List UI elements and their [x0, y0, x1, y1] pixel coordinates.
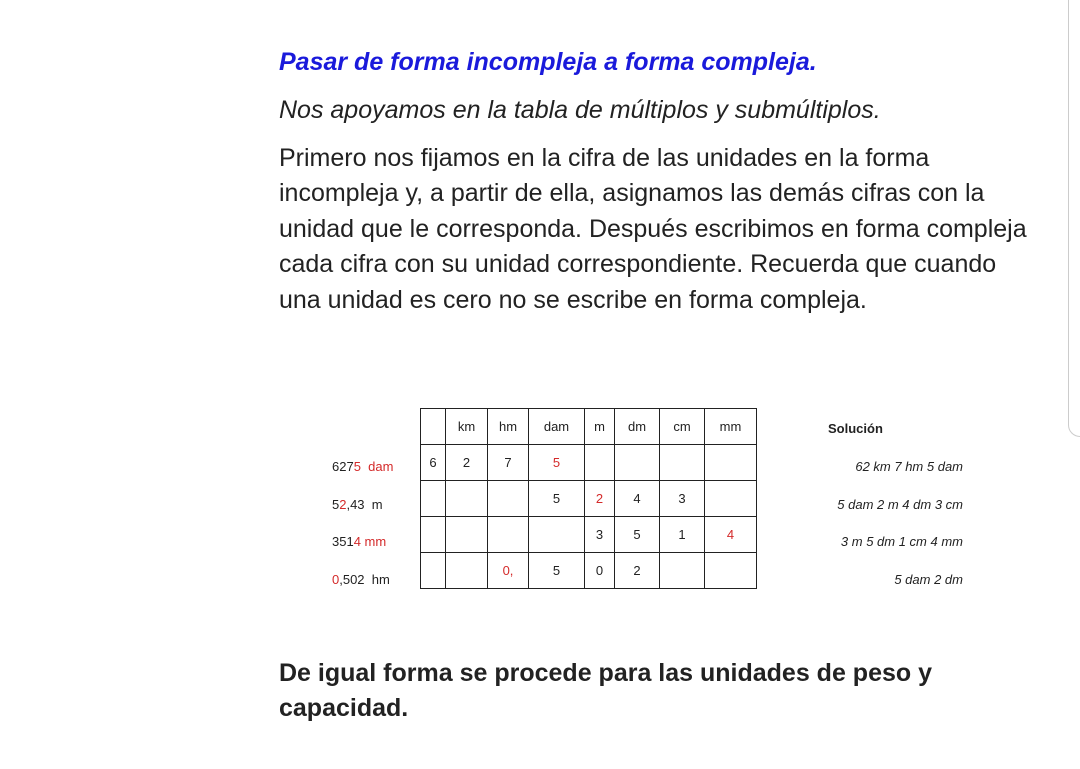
table-cell	[446, 553, 488, 589]
table-cell	[446, 517, 488, 553]
table-cell	[615, 445, 660, 481]
table-cell	[705, 553, 757, 589]
label-part: 2	[339, 497, 347, 512]
solution-item: 3 m 5 dm 1 cm 4 mm	[840, 534, 963, 549]
table-cell: 2	[585, 481, 615, 517]
table-cell: 2	[615, 553, 660, 589]
table-row	[421, 517, 757, 553]
page-edge-divider	[1068, 0, 1080, 437]
table-cell: cm	[660, 409, 705, 445]
table-cell	[529, 517, 585, 553]
table-cell: 4	[615, 481, 660, 517]
table-cell: 5	[529, 445, 585, 481]
table-cell: hm	[488, 409, 529, 445]
label-part: 5	[332, 497, 340, 512]
table-cell	[660, 553, 705, 589]
label-part: ,43 m	[346, 497, 383, 512]
table-cell	[585, 445, 615, 481]
table-cell: 0,	[488, 553, 529, 589]
footer-note: De igual forma se procede para las unidades de peso y capacidad.	[279, 659, 933, 722]
label-part: 5 dam	[353, 459, 394, 474]
table-cell: 5	[615, 517, 660, 553]
label-part: 351	[332, 534, 354, 549]
label-part: 4 mm	[353, 534, 387, 549]
label-part: 627	[332, 459, 354, 474]
table-cell	[421, 553, 446, 589]
table-cell: 5	[529, 553, 585, 589]
table-cell: dm	[615, 409, 660, 445]
table-cell: 2	[446, 445, 488, 481]
table-cell	[421, 409, 446, 445]
table-cell: 1	[660, 517, 705, 553]
table-cell: 3	[585, 517, 615, 553]
table-cell: 0	[585, 553, 615, 589]
table-cell: 4	[705, 517, 757, 553]
table-cell	[446, 481, 488, 517]
table-header-row	[421, 409, 757, 445]
label-part: ,502 hm	[339, 572, 390, 587]
measure-label	[332, 497, 383, 512]
table-cell: dam	[529, 409, 585, 445]
table-row	[421, 553, 757, 589]
table-cell: 5	[529, 481, 585, 517]
section-title: Pasar de forma incompleja a forma compleja.	[279, 48, 817, 76]
table-cell: 3	[660, 481, 705, 517]
table-cell: mm	[705, 409, 757, 445]
solution-item: 5 dam 2 m 4 dm 3 cm	[837, 497, 963, 512]
table-cell	[705, 445, 757, 481]
table-cell: m	[585, 409, 615, 445]
subtitle: Nos apoyamos en la tabla de múltiplos y submúltiplos.	[279, 96, 881, 124]
table-cell	[660, 445, 705, 481]
table-cell: 7	[488, 445, 529, 481]
label-part: 0	[332, 572, 340, 587]
solution-item: 5 dam 2 dm	[894, 572, 963, 587]
table-cell: 6	[421, 445, 446, 481]
solution-heading: Solución	[828, 421, 883, 436]
measure-label	[332, 459, 393, 474]
table-cell	[421, 517, 446, 553]
table-row	[421, 445, 757, 481]
table-row	[421, 481, 757, 517]
table-cell	[421, 481, 446, 517]
table-cell: km	[446, 409, 488, 445]
units-table	[420, 408, 757, 589]
table-cell	[705, 481, 757, 517]
measure-label	[332, 572, 390, 587]
explanation-paragraph: Primero nos fijamos en la cifra de las unidades en la forma incompleja y, a partir de ella, asignamos las demás cifras con la unidad que le corresponda. Después escribimos en forma compleja cada cifra con su unidad correspondiente. Recuerda que cuando una unidad es cero no se escribe en forma compleja.	[279, 144, 1027, 314]
table-cell	[488, 481, 529, 517]
solution-item: 62 km 7 hm 5 dam	[855, 459, 963, 474]
table-cell	[488, 517, 529, 553]
measure-label	[332, 534, 386, 549]
